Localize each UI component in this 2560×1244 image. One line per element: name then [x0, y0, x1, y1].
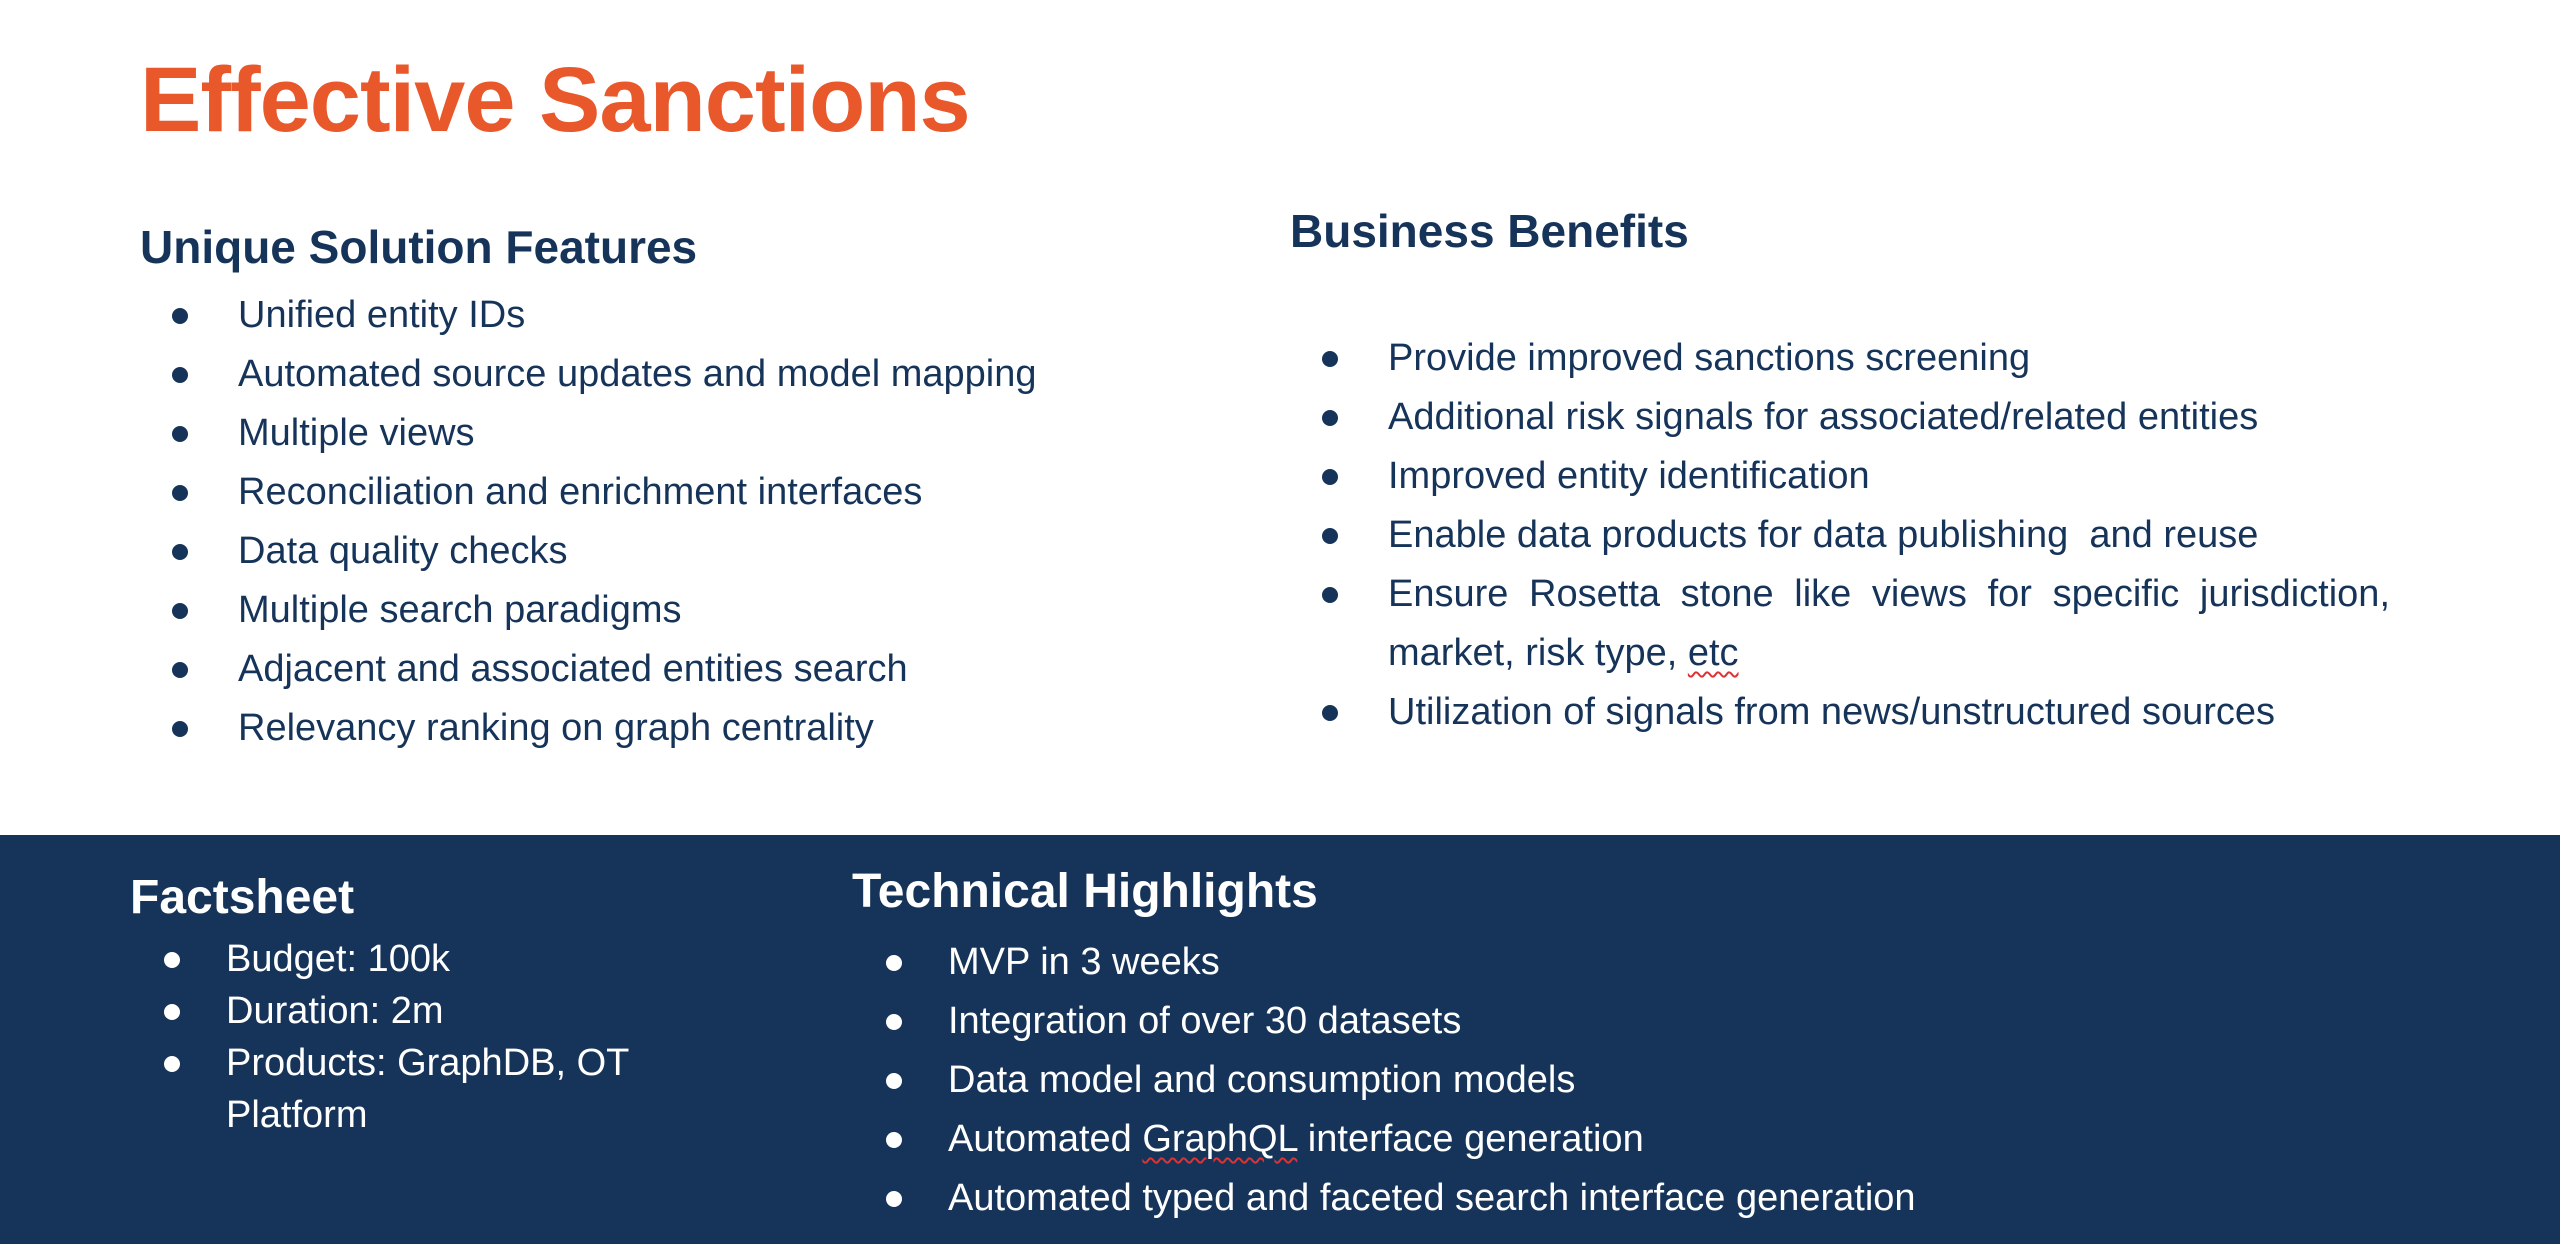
list-item-text: Ensure Rosetta stone like views for specific jurisdiction, market, risk type,: [1388, 573, 2390, 674]
bullet-icon: [172, 485, 188, 501]
bullet-icon: [1322, 587, 1338, 603]
list-item-text: Automated typed and faceted search interface generation: [948, 1177, 1916, 1219]
list-item: [140, 699, 1200, 758]
list-item-text: Multiple views: [238, 412, 475, 454]
bullet-icon: [886, 1132, 902, 1148]
list-item: [852, 1110, 2252, 1169]
list-item-text: Provide improved sanctions screening: [1388, 337, 2031, 379]
bullet-icon: [886, 1191, 902, 1207]
list-item: [130, 1037, 690, 1141]
bullet-icon: [1322, 351, 1338, 367]
list-item-text: Duration: 2m: [226, 990, 444, 1032]
list-item: [1290, 506, 2390, 565]
list-item-text: Unified entity IDs: [238, 294, 526, 336]
factsheet-heading: Factsheet: [130, 871, 355, 924]
list-item: [1290, 388, 2390, 447]
features-heading: Unique Solution Features: [140, 221, 698, 273]
list-item: [852, 1169, 2252, 1228]
factsheet-list: [130, 933, 690, 1141]
list-item-text: Enable data products for data publishing and reuse: [1388, 514, 2259, 556]
bullet-icon: [164, 952, 180, 968]
list-item-text: Reconciliation and enrichment interfaces: [238, 471, 923, 513]
bullet-icon: [886, 955, 902, 971]
list-item: [1290, 683, 2390, 742]
list-item: [140, 463, 1200, 522]
bullet-icon: [172, 367, 188, 383]
technical-highlights-list: [852, 933, 2252, 1228]
slide-title: Effective Sanctions: [140, 49, 970, 151]
list-item-text: Products: GraphDB, OT Platform: [226, 1042, 629, 1136]
list-item-text: Improved entity identification: [1388, 455, 1870, 497]
list-item: [1290, 447, 2390, 506]
list-item-text: Adjacent and associated entities search: [238, 648, 908, 690]
list-item-text: Automated: [948, 1118, 1143, 1160]
bullet-icon: [164, 1056, 180, 1072]
bullet-icon: [886, 1014, 902, 1030]
list-item-text: interface generation: [1297, 1118, 1644, 1160]
list-item-text: Budget: 100k: [226, 938, 450, 980]
bullet-icon: [1322, 528, 1338, 544]
bullet-icon: [1322, 410, 1338, 426]
list-item-text: Additional risk signals for associated/related entities: [1388, 396, 2259, 438]
list-item-text: MVP in 3 weeks: [948, 941, 1220, 983]
list-item: [130, 985, 690, 1037]
list-item-text: Relevancy ranking on graph centrality: [238, 707, 874, 749]
bullet-icon: [886, 1073, 902, 1089]
list-item-text: Utilization of signals from news/unstructured sources: [1388, 691, 2276, 733]
list-item: [1290, 565, 2390, 683]
benefits-heading: Business Benefits: [1290, 205, 1689, 257]
bottom-band: [0, 835, 2560, 1244]
list-item: [140, 286, 1200, 345]
list-item: [140, 522, 1200, 581]
list-item: [130, 933, 690, 985]
bullet-icon: [1322, 469, 1338, 485]
list-item: [140, 404, 1200, 463]
technical-highlights-heading: Technical Highlights: [852, 865, 1318, 918]
bullet-icon: [1322, 705, 1338, 721]
spellcheck-flagged-word: etc: [1687, 632, 1739, 674]
list-item: [852, 992, 2252, 1051]
list-item: [852, 1051, 2252, 1110]
bullet-icon: [172, 662, 188, 678]
list-item: [140, 640, 1200, 699]
list-item-text: Multiple search paradigms: [238, 589, 682, 631]
list-item-text: Automated source updates and model mapping: [238, 353, 1037, 395]
bullet-icon: [172, 721, 188, 737]
list-item: [852, 933, 2252, 992]
list-item-text: Data quality checks: [238, 530, 568, 572]
spellcheck-flagged-word: GraphQL: [1142, 1118, 1298, 1160]
list-item-text: Integration of over 30 datasets: [948, 1000, 1462, 1042]
features-list: [140, 286, 1200, 758]
bullet-icon: [164, 1004, 180, 1020]
bullet-icon: [172, 308, 188, 324]
bullet-icon: [172, 603, 188, 619]
list-item: [140, 581, 1200, 640]
benefits-list: [1290, 329, 2390, 742]
list-item: [1290, 329, 2390, 388]
bullet-icon: [172, 544, 188, 560]
list-item-text: Data model and consumption models: [948, 1059, 1576, 1101]
list-item: [140, 345, 1200, 404]
bullet-icon: [172, 426, 188, 442]
